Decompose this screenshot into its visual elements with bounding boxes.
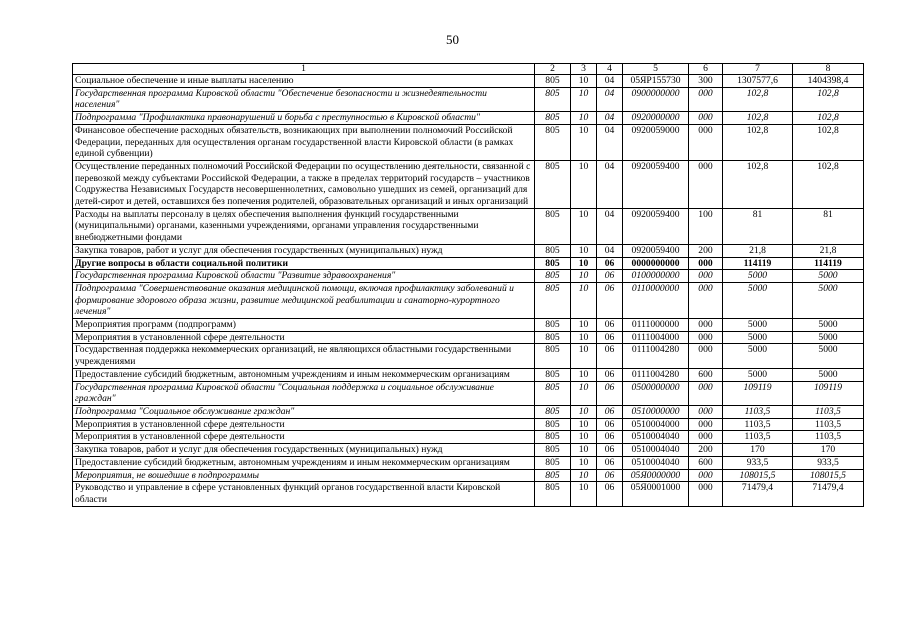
section-cell: 10 — [571, 244, 597, 257]
row-name-cell: Осуществление переданных полномочий Российской Федерации по осуществлению деятельности, связанной с перевозкой между субъектами Российской Федерации, а также в пределах территорий государств – участников Содружества Независимых Государств несовершеннолетних, самовольно ушедших из семей, организаций для детей-сирот и детей, оставшихся без попечения родителей, образовательных организаций и иных организаций — [73, 160, 535, 208]
amount-year2-cell: 114119 — [793, 257, 864, 270]
expense-type-cell: 000 — [689, 87, 723, 111]
expense-type-cell: 000 — [689, 257, 723, 270]
amount-year1-cell: 102,8 — [723, 112, 793, 125]
grbs-code-cell: 805 — [535, 87, 571, 111]
table-row — [73, 381, 864, 405]
table-row — [73, 87, 864, 111]
amount-year2-cell: 1103,5 — [793, 405, 864, 418]
amount-year1-cell: 102,8 — [723, 87, 793, 111]
expense-type-cell: 000 — [689, 431, 723, 444]
table-row — [73, 319, 864, 332]
table-row — [73, 75, 864, 88]
grbs-code-cell: 805 — [535, 124, 571, 160]
subsection-cell: 06 — [597, 469, 623, 482]
target-article-cell: 0111004280 — [623, 344, 689, 368]
table-row — [73, 482, 864, 506]
amount-year1-cell: 1103,5 — [723, 431, 793, 444]
section-cell: 10 — [571, 381, 597, 405]
row-name-cell: Государственная программа Кировской области "Обеспечение безопасности и жизнедеятельности населения" — [73, 87, 535, 111]
subsection-cell: 06 — [597, 368, 623, 381]
target-article-cell: 0111000000 — [623, 319, 689, 332]
section-cell: 10 — [571, 368, 597, 381]
table-row — [73, 444, 864, 457]
grbs-code-cell: 805 — [535, 344, 571, 368]
section-cell: 10 — [571, 319, 597, 332]
amount-year1-cell: 1307577,6 — [723, 75, 793, 88]
column-header: 5 — [623, 64, 689, 75]
amount-year2-cell: 5000 — [793, 270, 864, 283]
grbs-code-cell: 805 — [535, 456, 571, 469]
target-article-cell: 05ЯР155730 — [623, 75, 689, 88]
target-article-cell: 0920000000 — [623, 112, 689, 125]
amount-year1-cell: 5000 — [723, 331, 793, 344]
amount-year2-cell: 102,8 — [793, 112, 864, 125]
target-article-cell: 0510004040 — [623, 444, 689, 457]
target-article-cell: 0510004040 — [623, 456, 689, 469]
target-article-cell: 0920059000 — [623, 124, 689, 160]
amount-year1-cell: 109119 — [723, 381, 793, 405]
section-cell: 10 — [571, 75, 597, 88]
section-cell: 10 — [571, 482, 597, 506]
subsection-cell: 04 — [597, 244, 623, 257]
amount-year2-cell: 102,8 — [793, 87, 864, 111]
target-article-cell: 05Я0001000 — [623, 482, 689, 506]
target-article-cell: 0100000000 — [623, 270, 689, 283]
section-cell: 10 — [571, 456, 597, 469]
column-number-row — [73, 64, 864, 75]
row-name-cell: Предоставление субсидий бюджетным, автономным учреждениям и иным некоммерческим организациям — [73, 368, 535, 381]
grbs-code-cell: 805 — [535, 405, 571, 418]
amount-year2-cell: 933,5 — [793, 456, 864, 469]
table-row — [73, 331, 864, 344]
expense-type-cell: 000 — [689, 344, 723, 368]
row-name-cell: Закупка товаров, работ и услуг для обеспечения государственных (муниципальных) нужд — [73, 444, 535, 457]
section-cell: 10 — [571, 405, 597, 418]
section-cell: 10 — [571, 282, 597, 318]
expense-type-cell: 000 — [689, 112, 723, 125]
expense-type-cell: 000 — [689, 405, 723, 418]
expense-type-cell: 000 — [689, 124, 723, 160]
budget-table — [72, 63, 864, 507]
grbs-code-cell: 805 — [535, 208, 571, 244]
amount-year1-cell: 933,5 — [723, 456, 793, 469]
table-row — [73, 469, 864, 482]
table-row — [73, 112, 864, 125]
table-row — [73, 208, 864, 244]
section-cell: 10 — [571, 87, 597, 111]
table-row — [73, 257, 864, 270]
row-name-cell: Мероприятия в установленной сфере деятельности — [73, 431, 535, 444]
grbs-code-cell: 805 — [535, 270, 571, 283]
amount-year1-cell: 21,8 — [723, 244, 793, 257]
amount-year2-cell: 5000 — [793, 331, 864, 344]
grbs-code-cell: 805 — [535, 244, 571, 257]
amount-year1-cell: 5000 — [723, 270, 793, 283]
grbs-code-cell: 805 — [535, 331, 571, 344]
section-cell: 10 — [571, 160, 597, 208]
amount-year2-cell: 108015,5 — [793, 469, 864, 482]
table-row — [73, 456, 864, 469]
amount-year2-cell: 109119 — [793, 381, 864, 405]
section-cell: 10 — [571, 331, 597, 344]
section-cell: 10 — [571, 257, 597, 270]
target-article-cell: 0510004040 — [623, 431, 689, 444]
row-name-cell: Государственная поддержка некоммерческих организаций, не являющихся областными государственными учреждениями — [73, 344, 535, 368]
target-article-cell: 0920059400 — [623, 208, 689, 244]
table-row — [73, 368, 864, 381]
row-name-cell: Закупка товаров, работ и услуг для обеспечения государственных (муниципальных) нужд — [73, 244, 535, 257]
subsection-cell: 06 — [597, 381, 623, 405]
amount-year1-cell: 108015,5 — [723, 469, 793, 482]
table-row — [73, 344, 864, 368]
row-name-cell: Подпрограмма "Профилактика правонарушений и борьба с преступностью в Кировской области" — [73, 112, 535, 125]
target-article-cell: 0510004000 — [623, 418, 689, 431]
grbs-code-cell: 805 — [535, 418, 571, 431]
grbs-code-cell: 805 — [535, 381, 571, 405]
table-row — [73, 431, 864, 444]
expense-type-cell: 000 — [689, 270, 723, 283]
row-name-cell: Предоставление субсидий бюджетным, автономным учреждениям и иным некоммерческим организациям — [73, 456, 535, 469]
row-name-cell: Мероприятия в установленной сфере деятельности — [73, 418, 535, 431]
target-article-cell: 0111004000 — [623, 331, 689, 344]
expense-type-cell: 000 — [689, 160, 723, 208]
amount-year2-cell: 102,8 — [793, 160, 864, 208]
subsection-cell: 04 — [597, 124, 623, 160]
amount-year2-cell: 71479,4 — [793, 482, 864, 506]
target-article-cell: 0111004280 — [623, 368, 689, 381]
subsection-cell: 06 — [597, 344, 623, 368]
subsection-cell: 06 — [597, 418, 623, 431]
subsection-cell: 06 — [597, 282, 623, 318]
grbs-code-cell: 805 — [535, 482, 571, 506]
subsection-cell: 06 — [597, 405, 623, 418]
amount-year2-cell: 1103,5 — [793, 431, 864, 444]
section-cell: 10 — [571, 112, 597, 125]
amount-year2-cell: 5000 — [793, 344, 864, 368]
expense-type-cell: 000 — [689, 418, 723, 431]
amount-year1-cell: 5000 — [723, 282, 793, 318]
grbs-code-cell: 805 — [535, 319, 571, 332]
grbs-code-cell: 805 — [535, 368, 571, 381]
amount-year1-cell: 102,8 — [723, 160, 793, 208]
amount-year1-cell: 114119 — [723, 257, 793, 270]
section-cell: 10 — [571, 431, 597, 444]
table-row — [73, 405, 864, 418]
amount-year1-cell: 81 — [723, 208, 793, 244]
row-name-cell: Государственная программа Кировской области "Социальная поддержка и социальное обслуживание граждан" — [73, 381, 535, 405]
expense-type-cell: 000 — [689, 331, 723, 344]
table-body — [73, 75, 864, 507]
column-header: 3 — [571, 64, 597, 75]
row-name-cell: Финансовое обеспечение расходных обязательств, возникающих при выполнении полномочий Российской Федерации, переданных для осуществления органам государственной власти Кировской области (в рамках единой субвенции) — [73, 124, 535, 160]
row-name-cell: Другие вопросы в области социальной политики — [73, 257, 535, 270]
column-header: 2 — [535, 64, 571, 75]
row-name-cell: Мероприятия, не вошедшие в подпрограммы — [73, 469, 535, 482]
column-header: 7 — [723, 64, 793, 75]
target-article-cell: 0510000000 — [623, 405, 689, 418]
amount-year2-cell: 102,8 — [793, 124, 864, 160]
subsection-cell: 06 — [597, 431, 623, 444]
table-row — [73, 282, 864, 318]
row-name-cell: Расходы на выплаты персоналу в целях обеспечения выполнения функций государственными (муниципальными) органами, казенными учреждениями, органами управления государственными внебюджетными фондами — [73, 208, 535, 244]
expense-type-cell: 300 — [689, 75, 723, 88]
target-article-cell: 0920059400 — [623, 160, 689, 208]
subsection-cell: 06 — [597, 456, 623, 469]
amount-year1-cell: 5000 — [723, 368, 793, 381]
expense-type-cell: 000 — [689, 482, 723, 506]
subsection-cell: 06 — [597, 319, 623, 332]
row-name-cell: Мероприятия программ (подпрограмм) — [73, 319, 535, 332]
row-name-cell: Мероприятия в установленной сфере деятельности — [73, 331, 535, 344]
column-header: 8 — [793, 64, 864, 75]
subsection-cell: 06 — [597, 331, 623, 344]
subsection-cell: 06 — [597, 482, 623, 506]
target-article-cell: 0920059400 — [623, 244, 689, 257]
target-article-cell: 05Я0000000 — [623, 469, 689, 482]
subsection-cell: 04 — [597, 160, 623, 208]
amount-year2-cell: 5000 — [793, 368, 864, 381]
section-cell: 10 — [571, 270, 597, 283]
subsection-cell: 04 — [597, 112, 623, 125]
amount-year2-cell: 81 — [793, 208, 864, 244]
expense-type-cell: 000 — [689, 282, 723, 318]
amount-year1-cell: 102,8 — [723, 124, 793, 160]
grbs-code-cell: 805 — [535, 282, 571, 318]
section-cell: 10 — [571, 124, 597, 160]
row-name-cell: Государственная программа Кировской области "Развитие здравоохранения" — [73, 270, 535, 283]
amount-year2-cell: 1404398,4 — [793, 75, 864, 88]
amount-year2-cell: 170 — [793, 444, 864, 457]
expense-type-cell: 000 — [689, 319, 723, 332]
row-name-cell: Социальное обеспечение и иные выплаты населению — [73, 75, 535, 88]
expense-type-cell: 200 — [689, 244, 723, 257]
amount-year2-cell: 21,8 — [793, 244, 864, 257]
column-header: 4 — [597, 64, 623, 75]
table-row — [73, 244, 864, 257]
amount-year2-cell: 5000 — [793, 282, 864, 318]
table-row — [73, 160, 864, 208]
grbs-code-cell: 805 — [535, 257, 571, 270]
grbs-code-cell: 805 — [535, 469, 571, 482]
amount-year2-cell: 1103,5 — [793, 418, 864, 431]
expense-type-cell: 000 — [689, 469, 723, 482]
expense-type-cell: 100 — [689, 208, 723, 244]
subsection-cell: 06 — [597, 257, 623, 270]
amount-year1-cell: 71479,4 — [723, 482, 793, 506]
grbs-code-cell: 805 — [535, 431, 571, 444]
row-name-cell: Руководство и управление в сфере установленных функций органов государственной власти Кировской области — [73, 482, 535, 506]
table-row — [73, 124, 864, 160]
column-header: 6 — [689, 64, 723, 75]
subsection-cell: 04 — [597, 208, 623, 244]
subsection-cell: 06 — [597, 444, 623, 457]
grbs-code-cell: 805 — [535, 444, 571, 457]
amount-year1-cell: 5000 — [723, 344, 793, 368]
target-article-cell: 0000000000 — [623, 257, 689, 270]
subsection-cell: 04 — [597, 87, 623, 111]
column-header: 1 — [73, 64, 535, 75]
expense-type-cell: 600 — [689, 368, 723, 381]
section-cell: 10 — [571, 418, 597, 431]
target-article-cell: 0500000000 — [623, 381, 689, 405]
amount-year1-cell: 5000 — [723, 319, 793, 332]
expense-type-cell: 000 — [689, 381, 723, 405]
grbs-code-cell: 805 — [535, 160, 571, 208]
subsection-cell: 04 — [597, 75, 623, 88]
subsection-cell: 06 — [597, 270, 623, 283]
amount-year1-cell: 1103,5 — [723, 418, 793, 431]
table-row — [73, 418, 864, 431]
row-name-cell: Подпрограмма "Совершенствование оказания медицинской помощи, включая профилактику заболеваний и формирование здорового образа жизни, развитие медицинской реабилитации и санаторно-курортного лечения" — [73, 282, 535, 318]
grbs-code-cell: 805 — [535, 112, 571, 125]
expense-type-cell: 600 — [689, 456, 723, 469]
section-cell: 10 — [571, 444, 597, 457]
section-cell: 10 — [571, 208, 597, 244]
expense-type-cell: 200 — [689, 444, 723, 457]
amount-year1-cell: 1103,5 — [723, 405, 793, 418]
target-article-cell: 0110000000 — [623, 282, 689, 318]
table-row — [73, 270, 864, 283]
section-cell: 10 — [571, 469, 597, 482]
amount-year1-cell: 170 — [723, 444, 793, 457]
target-article-cell: 0900000000 — [623, 87, 689, 111]
grbs-code-cell: 805 — [535, 75, 571, 88]
row-name-cell: Подпрограмма "Социальное обслуживание граждан" — [73, 405, 535, 418]
section-cell: 10 — [571, 344, 597, 368]
amount-year2-cell: 5000 — [793, 319, 864, 332]
page-number: 50 — [446, 32, 459, 47]
